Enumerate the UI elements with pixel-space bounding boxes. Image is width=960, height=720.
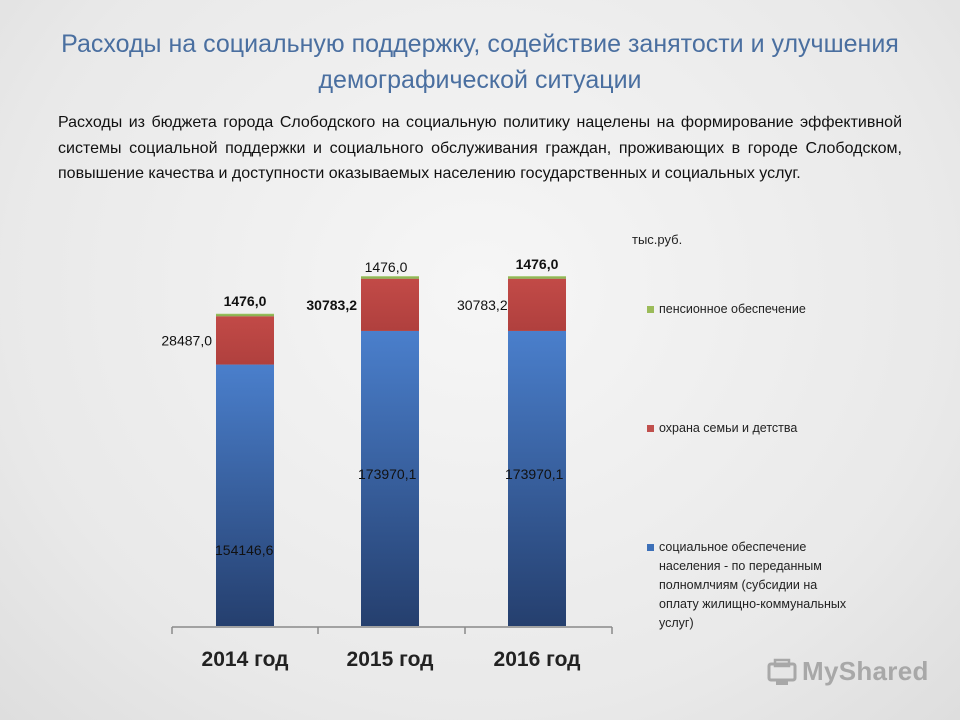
legend-item-family (645, 419, 855, 438)
slide-title: Расходы на социальную поддержку, содействие занятости и улучшения демографической ситуации (61, 30, 899, 94)
x-tick-label-2: 2015 год (346, 648, 434, 671)
data-label-pension-3: 1476,0 (515, 256, 559, 273)
legend-label-pension: пенсионное обеспечение (659, 302, 806, 316)
legend-label-family: охрана семьи и детства (659, 421, 798, 435)
legend-item-social (645, 538, 855, 633)
legend-swatch-family (647, 425, 654, 432)
bar-segment-family-1 (216, 316, 274, 364)
bar-segment-social-1 (216, 365, 274, 626)
bar-segment-pension-1 (216, 314, 274, 317)
x-tick-label-3: 2016 год (493, 648, 581, 671)
data-label-social-1: 154146,6 (215, 542, 274, 558)
unit-label: тыс.руб. (632, 232, 683, 247)
legend-item-pension (645, 300, 855, 319)
bar-segment-pension-3 (508, 276, 566, 279)
bar-segment-family-3 (508, 279, 566, 331)
data-label-pension-1: 1476,0 (223, 292, 267, 309)
legend-swatch-social (647, 544, 654, 551)
watermark-text: MyShared (802, 656, 929, 686)
legend-label-social: социальное обеспечение населения - по переданным полномлчиям (субсидии на оплату жилищно-коммунальных услуг) (659, 540, 847, 630)
data-label-family-1: 28487,0 (161, 332, 212, 349)
data-label-pension-2: 1476,0 (364, 259, 408, 276)
x-tick-label-1: 2014 год (201, 648, 289, 671)
data-label-social-2: 173970,1 (358, 466, 417, 482)
bar-segment-family-2 (361, 279, 419, 331)
data-label-family-3: 30783,2 (457, 296, 508, 313)
data-label-family-2: 30783,2 (306, 296, 357, 313)
data-label-social-3: 173970,1 (505, 466, 564, 482)
myshared-logo-icon (766, 658, 800, 688)
bar-segment-pension-2 (361, 276, 419, 279)
legend-swatch-pension (647, 306, 654, 313)
intro-paragraph: Расходы из бюджета города Слободского на социальную политику нацелены на формирование эффективной системы социальной поддержки и социального обслуживания граждан, проживающих в городе Слободском, повышение качества и доступности оказываемых населению государственных и социальных услуг. (58, 114, 902, 182)
